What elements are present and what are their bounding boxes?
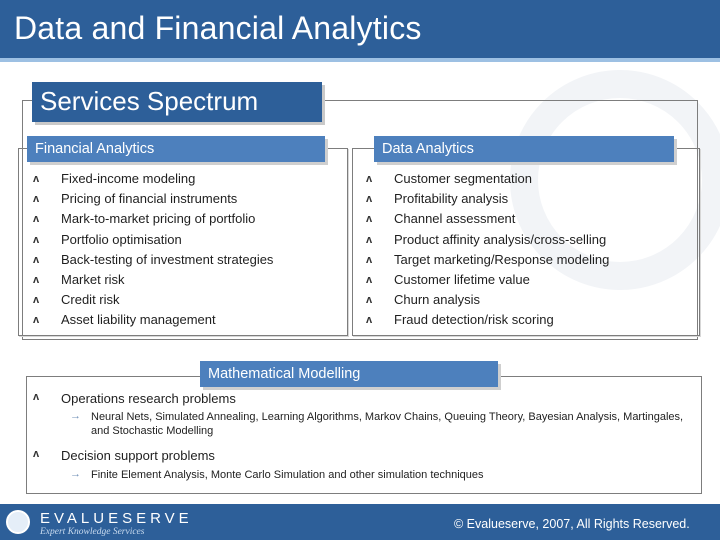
- list-item: ʌ Churn analysis: [366, 290, 609, 310]
- bullet-icon: ʌ: [33, 274, 40, 287]
- list-item: ʌ Profitability analysis: [366, 189, 609, 209]
- financial-analytics-heading: Financial Analytics: [27, 136, 325, 162]
- bullet-icon: ʌ: [366, 173, 373, 185]
- title-underline: [0, 58, 720, 62]
- footer-brand: EVALUESERVE: [40, 510, 193, 527]
- services-spectrum-label: Services Spectrum: [32, 82, 322, 122]
- list-item: ʌ Product affinity analysis/cross-selling: [366, 230, 609, 250]
- footer-tagline: Expert Knowledge Services: [40, 527, 145, 537]
- list-item: ʌ Asset liability management: [33, 310, 273, 330]
- bullet-icon: ʌ: [33, 314, 40, 327]
- list-item: ʌ Fraud detection/risk scoring: [366, 310, 609, 330]
- bullet-icon: ʌ: [33, 233, 40, 246]
- financial-analytics-list: [33, 169, 273, 331]
- list-item: ʌ Market risk: [33, 270, 273, 290]
- list-item: ʌ Channel assessment: [366, 209, 609, 229]
- bullet-icon: ʌ: [33, 391, 40, 403]
- footer-copyright: © Evalueserve, 2007, All Rights Reserved.: [454, 517, 690, 531]
- arrow-icon: →: [70, 410, 81, 422]
- list-item: ʌ Credit risk: [33, 290, 273, 310]
- modelling-subitem-operations: → Neural Nets, Simulated Annealing, Learning Algorithms, Markov Chains, Queuing Theory, Bayesian Analysis, Martingales, and Stochastic Modelling: [70, 410, 684, 437]
- list-item: ʌ Mark-to-market pricing of portfolio: [33, 209, 273, 229]
- list-item: ʌ Customer lifetime value: [366, 270, 609, 290]
- bullet-icon: ʌ: [33, 448, 40, 460]
- modelling-heading: Mathematical Modelling: [200, 361, 498, 387]
- data-analytics-heading: Data Analytics: [374, 136, 674, 162]
- bullet-icon: ʌ: [33, 253, 40, 266]
- evalueserve-logo-icon: [6, 510, 30, 534]
- arrow-icon: →: [70, 468, 81, 480]
- bullet-icon: ʌ: [366, 274, 373, 287]
- list-item: ʌ Target marketing/Response modeling: [366, 250, 609, 270]
- bullet-icon: ʌ: [33, 193, 40, 206]
- list-item: ʌ Portfolio optimisation: [33, 230, 273, 250]
- bullet-icon: ʌ: [366, 314, 373, 327]
- bullet-icon: ʌ: [33, 173, 40, 185]
- bullet-icon: ʌ: [33, 294, 40, 307]
- list-item: ʌ Back-testing of investment strategies: [33, 250, 273, 270]
- bullet-icon: ʌ: [366, 253, 373, 266]
- data-analytics-list: [366, 169, 609, 331]
- bullet-icon: ʌ: [366, 213, 373, 226]
- bullet-icon: ʌ: [33, 213, 40, 226]
- list-item: ʌ Pricing of financial instruments: [33, 189, 273, 209]
- bullet-icon: ʌ: [366, 294, 373, 307]
- page-title: Data and Financial Analytics: [14, 10, 422, 46]
- list-item: ʌ Fixed-income modeling: [33, 169, 273, 189]
- bullet-icon: ʌ: [366, 233, 373, 246]
- modelling-subitem-decision: → Finite Element Analysis, Monte Carlo Simulation and other simulation techniques: [70, 468, 484, 481]
- list-item: ʌ Customer segmentation: [366, 169, 609, 189]
- bullet-icon: ʌ: [366, 193, 373, 206]
